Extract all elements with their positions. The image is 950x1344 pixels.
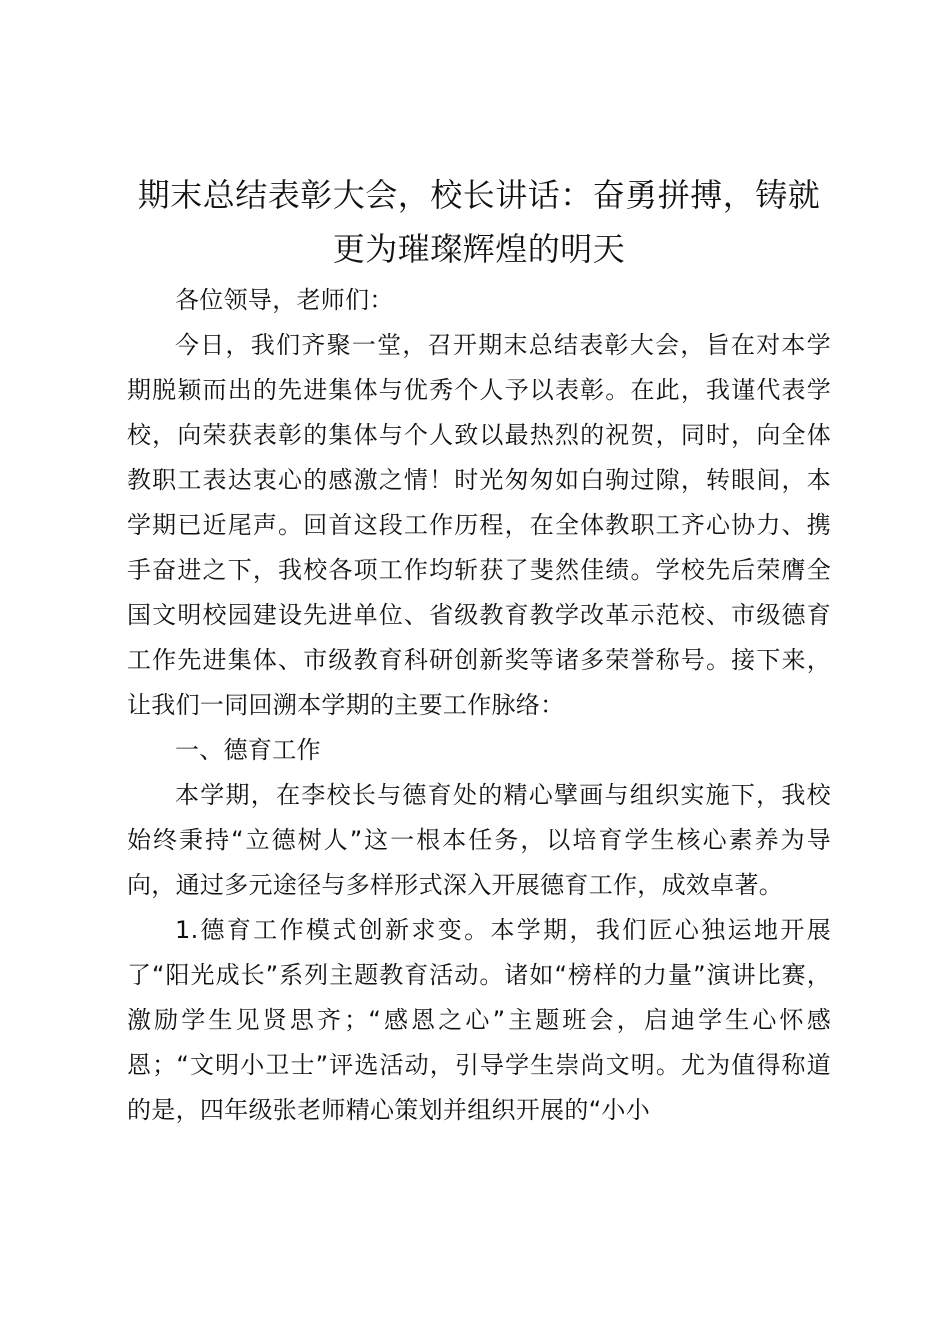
document-title: 期末总结表彰大会，校长讲话：奋勇拼搏，铸就更为璀璨辉煌的明天 [137, 176, 821, 268]
moral-education-paragraph: 本学期，在李校长与德育处的精心擘画与组织实施下，我校始终秉持“立德树人”这一根本任务，以培育学生核心素养为导向，通过多元途径与多样形式深入开展德育工作，成效卓著。 [127, 781, 831, 899]
document-page [127, 168, 831, 1133]
intro-paragraph: 今日，我们齐聚一堂，召开期末总结表彰大会，旨在对本学期脱颖而出的先进集体与优秀个人予以表彰。在此，我谨代表学校，向荣获表彰的集体与个人致以最热烈的祝贺，同时，向全体教职工表达衷心的感激之情！时光匆匆如白驹过隙，转眼间，本学期已近尾声。回首这段工作历程，在全体教职工齐心协力、携手奋进之下，我校各项工作均斩获了斐然佳绩。学校先后荣膺全国文明校园建设先进单位、省级教育教学改革示范校、市级德育工作先进集体、市级教育科研创新奖等诸多荣誉称号。接下来，让我们一同回溯本学期的主要工作脉络： [127, 331, 831, 719]
innovation-paragraph: 1.德育工作模式创新求变。本学期，我们匠心独运地开展了“阳光成长”系列主题教育活动。诸如“榜样的力量”演讲比赛，激励学生见贤思齐；“感恩之心”主题班会，启迪学生心怀感恩；“文明小卫士”评选活动，引导学生崇尚文明。尤为值得称道的是，四年级张老师精心策划并组织开展的“小小 [127, 916, 831, 1124]
section-heading: 一、德育工作 [175, 736, 321, 764]
salutation: 各位领导，老师们： [175, 286, 394, 314]
